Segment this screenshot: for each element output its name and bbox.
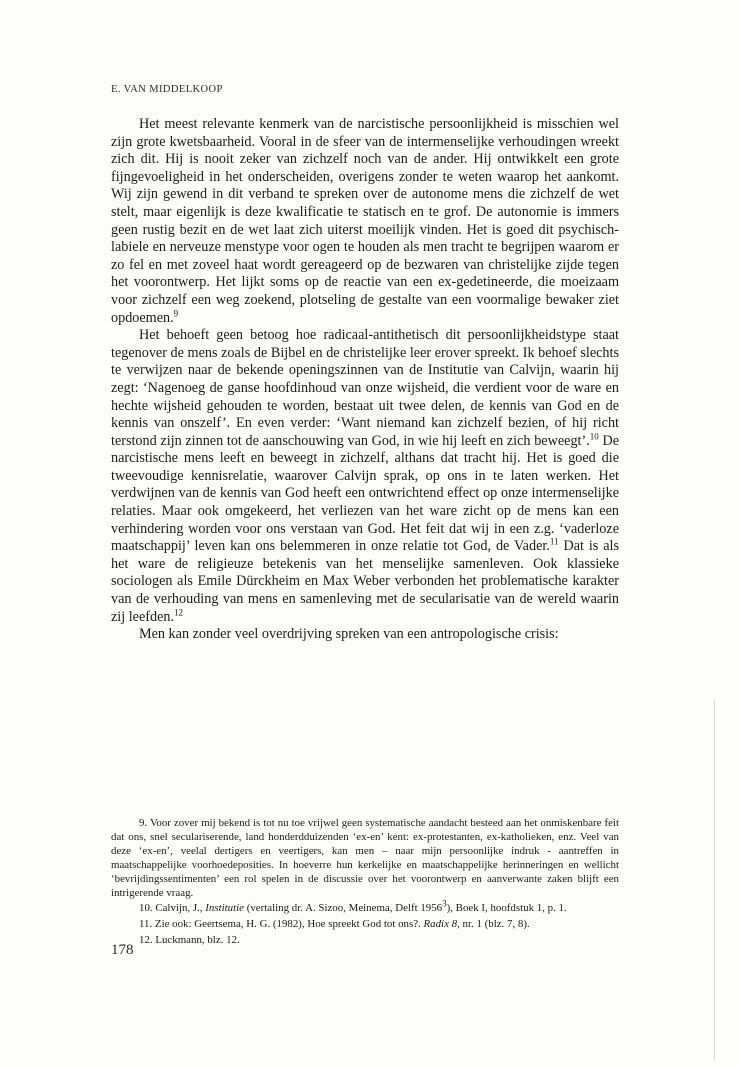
page-number: 178: [111, 942, 134, 958]
footnote-12: 12. Luckmann, blz. 12.: [139, 934, 240, 947]
footnote-ref-10: 10: [589, 430, 599, 441]
paragraph-3-text: Men kan zonder veel overdrijving spreken van een antropologische crisis:: [139, 626, 559, 643]
footnote-ref-12: 12: [174, 606, 184, 617]
footnote-10-edition: 3: [442, 898, 447, 909]
footnote-10-text-b: (vertaling dr. A. Sizoo, Meinema, Delft 1956: [243, 902, 443, 915]
footnote-11-journal: Radix 8: [423, 918, 458, 931]
footnote-ref-9: 9: [173, 307, 179, 318]
paragraph-1: [111, 116, 619, 327]
footnotes: [111, 817, 619, 950]
footnote-10-text-a: 10. Calvijn, J.,: [139, 902, 206, 915]
footnote-9: 9. Voor zover mij bekend is tot nu toe vrijwel geen systematische aandacht besteed aan het onmiskenbare feit dat ons, snel seculariserende, land honderdduizenden ‘ex-en’ kent: ex-protestanten, ex-katholieken, enz. Veel van deze ‘ex-en’, veelal dertigers en veertigers, kan men – naar mijn persoonlijke indruk - aantreffen in maatschappelijke voorhoedeposities. In hoeverre hun kerkelijke en maatschappelijke herinneringen en wellicht ‘bevrijdingssentimenten’ een rol spelen in de discussie over het voorontwerp en aanverwante zaken blijft een intrigerende vraag.: [111, 817, 619, 899]
paragraph-3: [111, 626, 619, 644]
paragraph-2: [111, 327, 619, 626]
paragraph-2-text-part-1: Het behoeft geen betoog hoe radicaal-antithetisch dit persoonlijkheidstype staat tegenover de mens zoals de Bijbel en de christelijke leer erover spreekt. Ik behoef slechts te verwijzen naar de bekende openingszinnen van de Institutie van Calvijn, waarin hij zegt: ‘Nagenoeg de ganse hoofdinhoud van onze wijsheid, die verdient voor de ware en hechte wijsheid gehouden te worden, bestaat uit twee delen, de kennis van God en de kennis van onszelf’. En even verder: ‘Want niemand kan zichzelf bezien, of hij richt terstond zijn zinnen tot de aanschouwing van God, in wie hij leeft en zich beweegt’.: [111, 327, 619, 449]
footnote-10-title: Institutie: [205, 902, 244, 915]
scan-edge-mark: [714, 700, 715, 1060]
footnote-11-text-b: , nr. 1 (blz. 7, 8).: [457, 918, 530, 931]
footnote-11-text-a: 11. Zie ook: Geertsema, H. G. (1982), Hoe spreekt God tot ons?.: [139, 918, 424, 931]
body-text: [111, 116, 619, 644]
footnote-11: [111, 918, 619, 932]
paragraph-2-text-part-2: De narcistische mens leeft en beweegt in zichzelf, althans dat tracht hij. Het is goed die tweevoudige kennisrelatie, waarover Calvijn sprak, op ons in te laten werken. Het verdwijnen van de kennis van God heeft een ontwrichtend effect op onze intermenselijke relaties. Maar ook omgekeerd, het verliezen van het ware zicht op de mens kan een verhindering worden voor ons verstaan van God. Het feit dat wij in een z.g. ‘vaderloze maatschappij’ leven kan ons belemmeren in onze relatie tot God, de Vader.: [111, 432, 619, 555]
footnote-10-text-c: ), Boek I, hoofdstuk 1, p. 1.: [446, 902, 567, 915]
footnote-10: [111, 898, 619, 916]
running-head: E. VAN MIDDELKOOP: [111, 84, 223, 95]
paragraph-1-text: Het meest relevante kenmerk van de narcistische persoonlijkheid is misschien wel zijn grote kwetsbaarheid. Vooral in de sfeer van de intermenselijke verhoudingen wreekt zich dit. Hij is nooit zeker van zichzelf noch van de ander. Hij ontwikkelt een grote fijngevoeligheid in het onderscheiden, overigens zonder te weten waarop het aankomt. Wij zijn gewend in dit verband te spreken over de autonome mens die zichzelf de wet stelt, maar eigenlijk is deze kwalificatie te statisch en te grof. De autonomie is immers geen rustig bezit en de wet laat zich uiterst moeilijk vinden. Het is goed dit psychisch-labiele en nerveuze menstype voor ogen te houden als men tracht te begrijpen waarom er zo fel en met zoveel haat wordt gereageerd op de bezwaren van christelijke zijde tegen het voorontwerp. Het lijkt soms op de reactie van een ex-gedetineerde, die moeizaam voor zichzelf een weg zoekend, plotseling de gestalte van een voormalige bewaker ziet opdoemen.: [111, 116, 619, 326]
footnote-ref-11: 11: [549, 536, 559, 547]
paragraph-2-text-part-3: Dat is als het ware de religieuze betekenis van het menselijke samenleven. Ook klassieke sociologen als Emile Dürckheim en Max Weber verbonden het problematische karakter van de verhouding van mens en samenleving met de secularisatie van de wereld waarin zij leefden.: [111, 538, 619, 625]
